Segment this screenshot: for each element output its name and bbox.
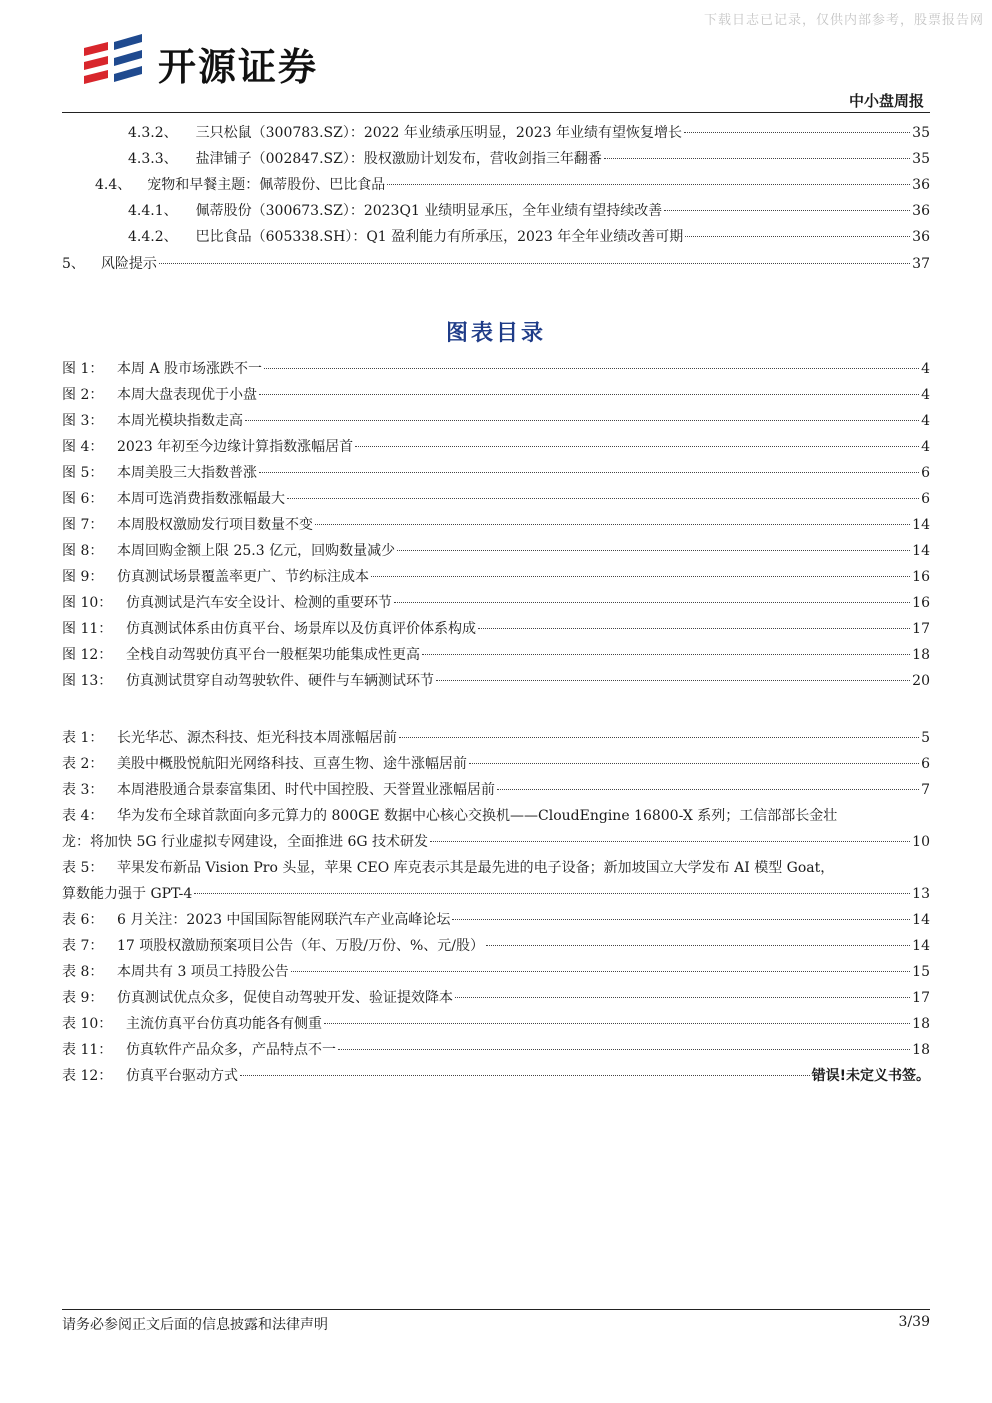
table-page: 错误!未定义书签。 <box>811 1068 930 1084</box>
figure-page: 4 <box>921 439 930 455</box>
figure-entry[interactable] <box>62 671 930 691</box>
table-number: 表 1： <box>62 730 104 746</box>
figure-title: 本周回购金额上限 25.3 亿元，回购数量减少 <box>117 543 396 559</box>
table-page: 13 <box>912 886 930 902</box>
table-entry[interactable] <box>62 1066 930 1086</box>
table-page: 10 <box>912 834 930 850</box>
table-page: 7 <box>921 782 930 798</box>
table-title: 美股中概股悦航阳光网络科技、亘喜生物、途牛涨幅居前 <box>117 756 467 772</box>
leader-dots <box>455 997 910 998</box>
table-title: 华为发布全球首款面向多元算力的 800GE 数据中心核心交换机——CloudEngine 16800-X 系列；工信部部长金壮 <box>117 808 838 824</box>
table-title: 本周港股通合景泰富集团、时代中国控股、天誉置业涨幅居前 <box>117 782 495 798</box>
figure-page: 20 <box>912 673 930 689</box>
table-number: 表 11： <box>62 1042 113 1058</box>
table-title: 苹果发布新品 Vision Pro 头显，苹果 CEO 库克表示其是最先进的电子设备；新加坡国立大学发布 AI 模型 Goat， <box>117 860 835 876</box>
leader-dots <box>259 394 919 395</box>
table-entry[interactable] <box>62 936 930 956</box>
table-number: 表 12： <box>62 1068 113 1084</box>
figure-page: 4 <box>921 413 930 429</box>
table-entry[interactable] <box>62 754 930 774</box>
table-entry[interactable] <box>62 1014 930 1034</box>
table-entry[interactable] <box>62 780 930 800</box>
table-page: 15 <box>912 964 930 980</box>
table-number: 表 10： <box>62 1016 113 1032</box>
figure-number: 图 13： <box>62 673 113 689</box>
leader-dots <box>371 576 910 577</box>
leader-dots <box>497 789 919 790</box>
table-number: 表 8： <box>62 964 104 980</box>
toc-entry[interactable]: 4.4.2、 巴比食品（605338.SH）：Q1 盈利能力有所承压，2023 年全年业绩改善可期 36 <box>128 229 930 245</box>
logo-mark-icon <box>80 30 152 90</box>
figure-title: 全栈自动驾驶仿真平台一般框架功能集成性更高 <box>126 647 420 663</box>
leader-dots <box>194 893 910 894</box>
table-entry[interactable] <box>62 1040 930 1060</box>
leader-dots <box>452 919 910 920</box>
figure-entry[interactable] <box>62 385 930 405</box>
leader-dots <box>240 1075 810 1076</box>
leader-dots <box>486 945 910 946</box>
leader-dots <box>469 763 919 764</box>
table-title: 本周共有 3 项员工持股公告 <box>117 964 289 980</box>
figure-title: 仿真测试体系由仿真平台、场景库以及仿真评价体系构成 <box>126 621 476 637</box>
table-number: 表 2： <box>62 756 104 772</box>
leader-dots <box>478 628 910 629</box>
leader-dots <box>338 1049 910 1050</box>
figure-page: 14 <box>912 543 930 559</box>
table-title: 17 项股权激励预案项目公告（年、万股/万份、%、元/股） <box>117 938 484 954</box>
leader-dots <box>430 841 910 842</box>
table-page: 18 <box>912 1042 930 1058</box>
table-title: 仿真测试优点众多，促使自动驾驶开发、验证提效降本 <box>117 990 453 1006</box>
figure-page: 4 <box>921 387 930 403</box>
table-number: 表 4： <box>62 808 104 824</box>
figure-entry[interactable] <box>62 541 930 561</box>
table-title: 仿真平台驱动方式 <box>126 1068 238 1084</box>
table-number: 表 3： <box>62 782 104 798</box>
figure-title: 2023 年初至今边缘计算指数涨幅居首 <box>117 439 354 455</box>
figure-title: 本周美股三大指数普涨 <box>117 465 257 481</box>
figure-number: 图 6： <box>62 491 104 507</box>
figure-entry[interactable] <box>62 593 930 613</box>
table-entry[interactable] <box>62 988 930 1008</box>
figure-page: 6 <box>921 491 930 507</box>
figure-title: 仿真测试贯穿自动驾驶软件、硬件与车辆测试环节 <box>126 673 434 689</box>
figure-title: 仿真测试是汽车安全设计、检测的重要环节 <box>126 595 392 611</box>
figure-number: 图 4： <box>62 439 104 455</box>
footer-disclaimer: 请务必参阅正文后面的信息披露和法律声明 <box>62 1317 328 1333</box>
figure-entry[interactable] <box>62 515 930 535</box>
leader-dots <box>436 680 910 681</box>
toc-entry[interactable]: 4.3.3、 盐津铺子（002847.SZ）：股权激励计划发布，营收剑指三年翻番 35 <box>128 151 930 167</box>
figure-number: 图 10： <box>62 595 113 611</box>
table-number: 表 9： <box>62 990 104 1006</box>
figure-entry[interactable] <box>62 411 930 431</box>
toc-entry[interactable]: 4.4.1、 佩蒂股份（300673.SZ）：2023Q1 业绩明显承压，全年业绩有望持续改善 36 <box>128 203 930 219</box>
toc-entry[interactable]: 5、 风险提示 37 <box>62 256 930 272</box>
leader-dots <box>287 498 919 499</box>
figure-title: 本周股权激励发行项目数量不变 <box>117 517 313 533</box>
leader-dots <box>685 236 910 237</box>
table-entry[interactable] <box>62 858 930 878</box>
header-divider <box>62 112 930 113</box>
figure-number: 图 7： <box>62 517 104 533</box>
leader-dots <box>422 654 910 655</box>
leader-dots <box>397 550 910 551</box>
figure-title: 本周光模块指数走高 <box>117 413 243 429</box>
figure-page: 17 <box>912 621 930 637</box>
footer-divider <box>62 1309 930 1310</box>
table-page: 18 <box>912 1016 930 1032</box>
figure-page: 16 <box>912 569 930 585</box>
brand-name: 开源证券 <box>158 45 319 89</box>
table-title: 主流仿真平台仿真功能各有侧重 <box>126 1016 322 1032</box>
table-entry[interactable] <box>62 962 930 982</box>
figure-entry[interactable] <box>62 359 930 379</box>
figures-section-title: 图表目录 <box>445 321 546 346</box>
table-title-continued: 龙：将加快 5G 行业虚拟专网建设，全面推进 6G 技术研发 <box>62 834 428 850</box>
table-entry[interactable] <box>62 728 930 748</box>
report-type: 中小盘周报 <box>848 92 924 110</box>
toc-entry[interactable]: 4.4、 宠物和早餐主题：佩蒂股份、巴比食品 36 <box>95 177 930 193</box>
leader-dots <box>245 420 919 421</box>
figure-number: 图 11： <box>62 621 113 637</box>
figure-title: 本周可选消费指数涨幅最大 <box>117 491 285 507</box>
figure-title: 本周 A 股市场涨跌不一 <box>117 361 263 377</box>
figure-entry[interactable] <box>62 463 930 483</box>
leader-dots <box>264 368 919 369</box>
watermark-text: 下载日志已记录，仅供内部参考，股票报告网 <box>703 13 984 28</box>
figure-number: 图 1： <box>62 361 104 377</box>
leader-dots <box>387 184 910 185</box>
figure-entry[interactable] <box>62 489 930 509</box>
table-page: 17 <box>912 990 930 1006</box>
leader-dots <box>604 158 910 159</box>
figure-page: 6 <box>921 465 930 481</box>
table-page: 14 <box>912 938 930 954</box>
leader-dots <box>684 132 910 133</box>
table-number: 表 6： <box>62 912 104 928</box>
brand-logo <box>80 30 380 90</box>
figure-number: 图 5： <box>62 465 104 481</box>
figure-entry[interactable] <box>62 437 930 457</box>
leader-dots <box>159 263 910 264</box>
table-page: 14 <box>912 912 930 928</box>
table-entry[interactable] <box>62 806 930 826</box>
table-entry[interactable] <box>62 910 930 930</box>
figure-entry[interactable] <box>62 567 930 587</box>
table-page: 6 <box>921 756 930 772</box>
toc-entry[interactable]: 4.3.2、 三只松鼠（300783.SZ）：2022 年业绩承压明显，2023 年业绩有望恢复增长 35 <box>128 125 930 141</box>
figure-title: 本周大盘表现优于小盘 <box>117 387 257 403</box>
figure-number: 图 2： <box>62 387 104 403</box>
figure-title: 仿真测试场景覆盖率更广、节约标注成本 <box>117 569 369 585</box>
leader-dots <box>394 602 910 603</box>
figure-number: 图 9： <box>62 569 104 585</box>
table-title: 6 月关注：2023 中国国际智能网联汽车产业高峰论坛 <box>117 912 451 928</box>
table-title-continued: 算数能力强于 GPT-4 <box>62 886 193 902</box>
figure-page: 4 <box>921 361 930 377</box>
table-entry-continued[interactable] <box>62 832 930 852</box>
table-page: 5 <box>921 730 930 746</box>
figure-entry[interactable] <box>62 619 930 639</box>
leader-dots <box>355 446 919 447</box>
figure-number: 图 12： <box>62 647 113 663</box>
table-entry-continued[interactable] <box>62 884 930 904</box>
table-title: 长光华芯、源杰科技、炬光科技本周涨幅居前 <box>117 730 397 746</box>
leader-dots <box>324 1023 910 1024</box>
leader-dots <box>664 210 910 211</box>
leader-dots <box>259 472 919 473</box>
leader-dots <box>291 971 910 972</box>
figure-entry[interactable] <box>62 645 930 665</box>
table-number: 表 7： <box>62 938 104 954</box>
page-number: 3/39 <box>898 1314 930 1330</box>
figure-page: 14 <box>912 517 930 533</box>
table-number: 表 5： <box>62 860 104 876</box>
figure-number: 图 3： <box>62 413 104 429</box>
leader-dots <box>399 737 919 738</box>
figure-number: 图 8： <box>62 543 104 559</box>
table-title: 仿真软件产品众多，产品特点不一 <box>126 1042 336 1058</box>
figure-page: 16 <box>912 595 930 611</box>
figure-page: 18 <box>912 647 930 663</box>
leader-dots <box>315 524 910 525</box>
